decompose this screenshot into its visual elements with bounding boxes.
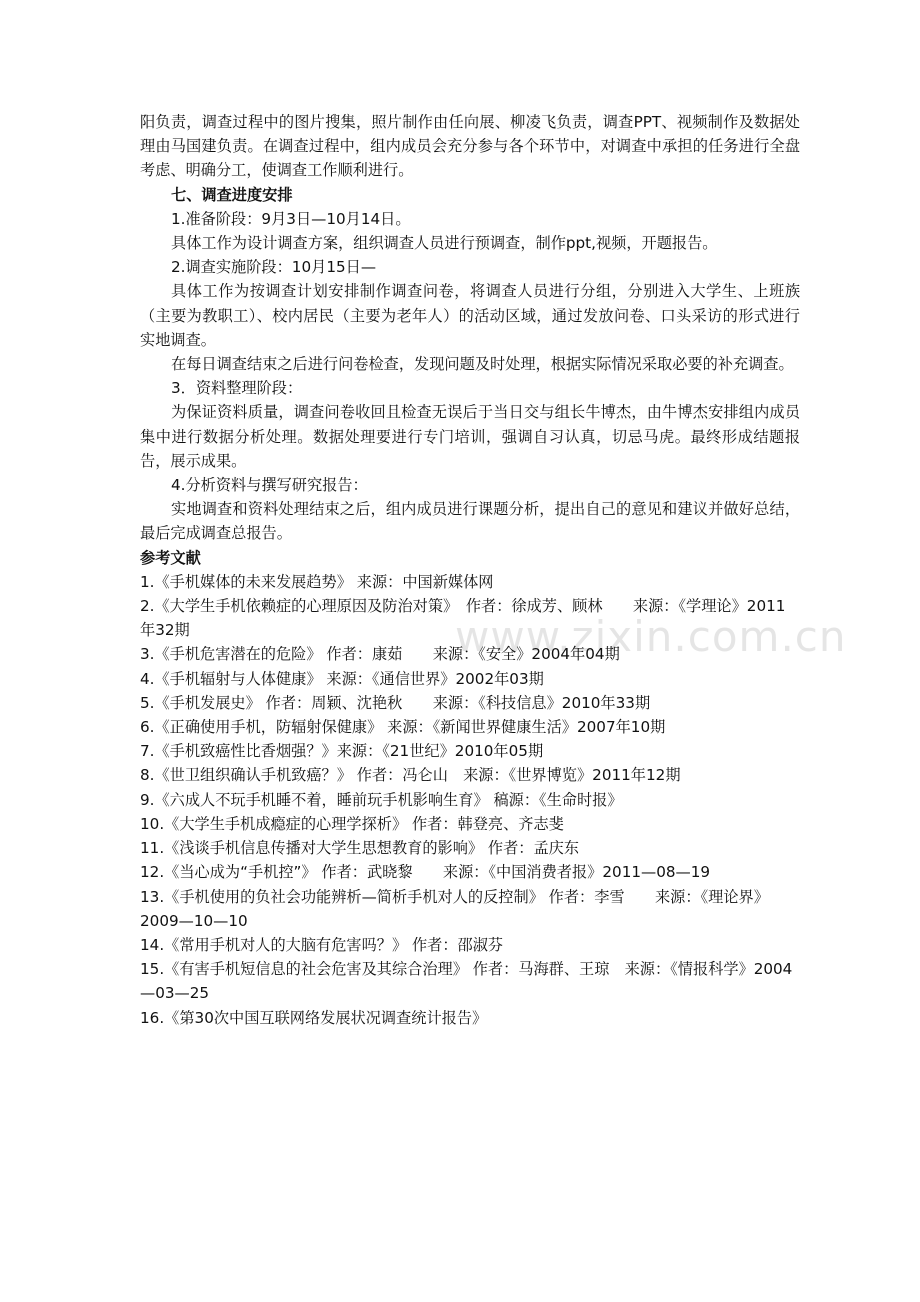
reference-item: 6.《正确使用手机，防辐射保健康》 来源：《新闻世界健康生活》2007年10期 [140,718,666,737]
reference-item: 5.《手机发展史》 作者：周颖、沈艳秋 来源：《科技信息》2010年33期 [140,693,651,712]
reference-list [140,570,800,1030]
document-page [140,110,800,1030]
reference-item: 8.《世卫组织确认手机致癌？》 作者：冯仑山 来源：《世界博览》2011年12期 [140,766,681,785]
reference-item: 16.《第30次中国互联网络发展状况调查统计报告》 [140,1008,488,1027]
reference-item: 11.《浅谈手机信息传播对大学生思想教育的影响》 作者：孟庆东 [140,839,580,858]
stage3-description: 为保证资料质量，调查问卷收回且检查无误后于当日交与组长牛博杰，由牛博杰安排组内成员集中进行数据分析处理。数据处理要进行专门培训，强调自习认真，切忌马虎。最终形成结题报告，展示成果。 [140,403,800,470]
reference-item: 9.《六成人不玩手机睡不着，睡前玩手机影响生育》 稿源：《生命时报》 [140,790,623,809]
stage2-description-2: 在每日调查结束之后进行问卷检查，发现问题及时处理，根据实际情况采取必要的补充调查。 [171,355,794,374]
reference-item: 15.《有害手机短信息的社会危害及其综合治理》 作者：马海群、王琼 来源：《情报科学》2004—03—25 [140,960,793,1003]
reference-item: 12.《当心成为“手机控”》 作者：武晓黎 来源：《中国消费者报》2011—08—19 [140,863,711,882]
reference-item: 13.《手机使用的负社会功能辨析—简析手机对人的反控制》 作者：李雪 来源：《理论界》2009—10—10 [140,887,769,930]
stage1-title: 1.准备阶段：9月3日—10月14日。 [171,209,411,228]
stage1-description: 具体工作为设计调查方案，组织调查人员进行预调查，制作ppt,视频，开题报告。 [171,234,718,253]
intro-paragraph: 阳负责，调查过程中的图片搜集，照片制作由任向展、柳凌飞负责，调查PPT、视频制作及数据处理由马国建负责。在调查过程中，组内成员会充分参与各个环节中，对调查中承担的任务进行全盘考虑、明确分工，使调查工作顺利进行。 [140,113,800,180]
reference-item: 4.《手机辐射与人体健康》 来源：《通信世界》2002年03期 [140,669,544,688]
stage2-description: 具体工作为按调查计划安排制作调查问卷，将调查人员进行分组，分别进入大学生、上班族（主要为教职工）、校内居民（主要为老年人）的活动区域，通过发放问卷、口头采访的形式进行实地调查。 [140,282,800,349]
stage2-title: 2.调查实施阶段：10月15日— [171,258,377,277]
reference-item: 3.《手机危害潜在的危险》 作者：康茹 来源：《安全》2004年04期 [140,645,620,664]
stage4-title: 4.分析资料与撰写研究报告： [171,476,368,495]
reference-item: 10.《大学生手机成瘾症的心理学探析》 作者：韩登亮、齐志斐 [140,814,564,833]
watermark-text: www.zixin.com.cn [455,612,847,661]
stage3-title: 3．资料整理阶段： [171,379,303,398]
reference-item: 7.《手机致癌性比香烟强？》来源：《21世纪》2010年05期 [140,742,544,761]
reference-item: 14.《常用手机对人的大脑有危害吗？》 作者：邵淑芬 [140,935,504,954]
references-title: 参考文献 [140,548,201,567]
section-title: 七、调查进度安排 [171,185,293,204]
reference-item: 2.《大学生手机依赖症的心理原因及防治对策》 作者：徐成芳、顾林 来源：《学理论》2011年32期 [140,597,786,640]
reference-item: 1.《手机媒体的未来发展趋势》 来源：中国新媒体网 [140,572,494,591]
stage4-description: 实地调查和资料处理结束之后，组内成员进行课题分析，提出自己的意见和建议并做好总结，最后完成调查总报告。 [140,500,800,543]
